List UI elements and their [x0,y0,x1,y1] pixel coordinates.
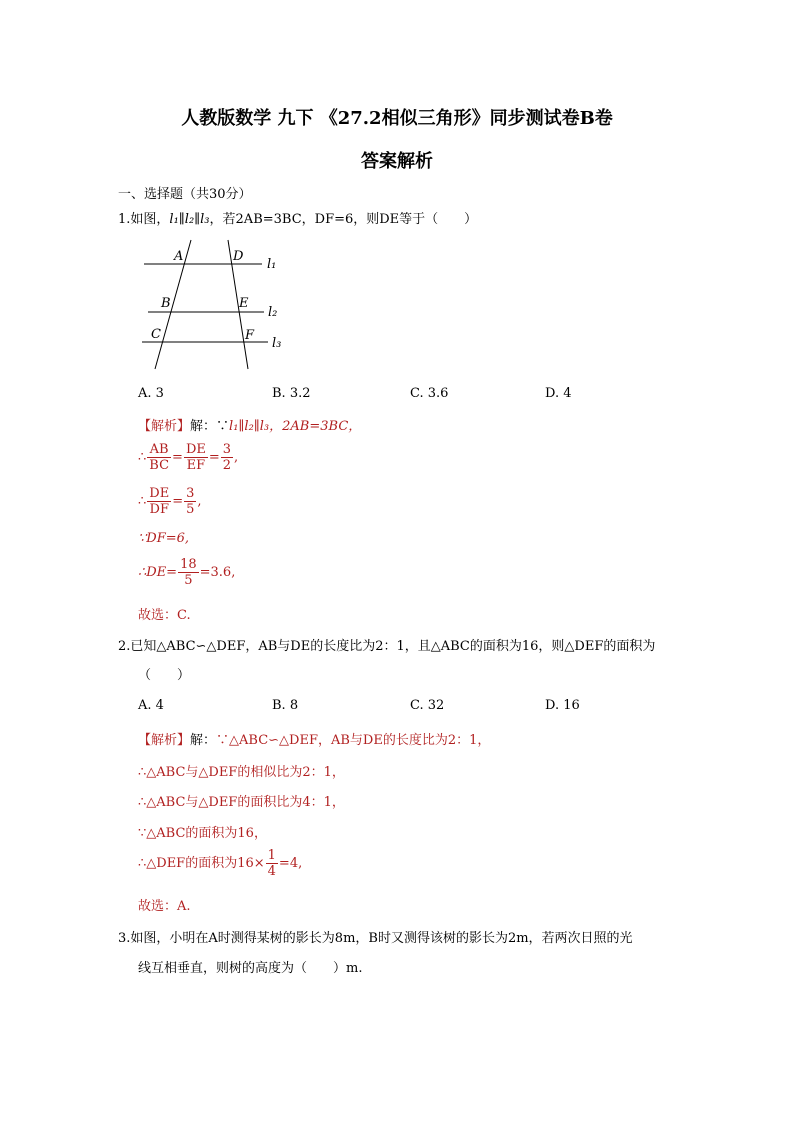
q2-option-d: D. 16 [545,698,580,713]
q1-figure [138,238,298,374]
q1-option-d: D. 4 [545,386,572,401]
q1-analysis-step2: ∴ $\frac{DE}{DF}$ = $\frac{3}{5}$ , [138,486,202,517]
q1-stem: 1.如图，l₁∥l₂∥l₃，若2AB=3BC，DF=6，则DE等于（ ） [118,212,478,227]
section-heading: 一、选择题（共30分） [118,187,252,202]
label-a: A [174,249,184,264]
label-c: C [151,327,161,342]
q2-option-b: B. 8 [272,698,299,713]
q2-stem-line1: 2.已知△ABC∽△DEF，AB与DE的长度比为2：1，且△ABC的面积为16，则△DEF的面积为 [118,639,656,654]
q1-option-c: C. 3.6 [410,386,449,401]
label-b: B [161,296,171,311]
document-subtitle: 答案解析 [361,151,433,172]
q2-answer: 故选：A. [138,899,191,914]
q1-option-b: B. 3.2 [272,386,311,401]
q1-analysis-step1: ∴ $\frac{AB}{BC}$ = $\frac{DE}{EF}$ = $\frac{3}{2}$ , [138,442,239,473]
q2-stem-line2: （ ） [138,668,191,683]
q1-analysis-step4: ∴DE= $\frac{18}{5}$ =3.6, [138,557,236,588]
label-d: D [233,249,244,264]
q1-analysis-intro: 【解析】解：∵l₁∥l₂∥l₃，2AB=3BC， [138,419,362,434]
label-l1: l₁ [267,257,277,272]
q2-option-a: A. 4 [138,698,164,713]
q3-stem-line2: 线互相垂直，则树的高度为（ ）m. [138,961,363,976]
label-l3: l₃ [272,336,282,351]
q1-answer: 故选：C. [138,608,191,623]
q2-analysis-step4: ∴△DEF的面积为16× $\frac{1}{4}$ =4, [138,848,303,879]
q2-analysis-step1: ∴△ABC与△DEF的相似比为2：1， [138,765,345,780]
q2-option-c: C. 32 [410,698,445,713]
q3-stem-line1: 3.如图，小明在A时测得某树的影长为8m，B时又测得该树的影长为2m，若两次日照的光 [118,931,633,946]
q1-option-a: A. 3 [138,386,164,401]
label-l2: l₂ [268,305,278,320]
q2-analysis-step3: ∵△ABC的面积为16， [138,826,267,841]
q1-analysis-step3: ∵DF=6, [138,531,190,546]
document-title: 人教版数学 九下 《27.2相似三角形》同步测试卷B卷 [181,108,613,129]
q2-analysis-intro: 【解析】解：∵△ABC∽△DEF，AB与DE的长度比为2：1， [138,733,491,748]
label-f: F [245,328,255,343]
q2-analysis-step2: ∴△ABC与△DEF的面积比为4：1， [138,795,345,810]
label-e: E [239,296,249,311]
